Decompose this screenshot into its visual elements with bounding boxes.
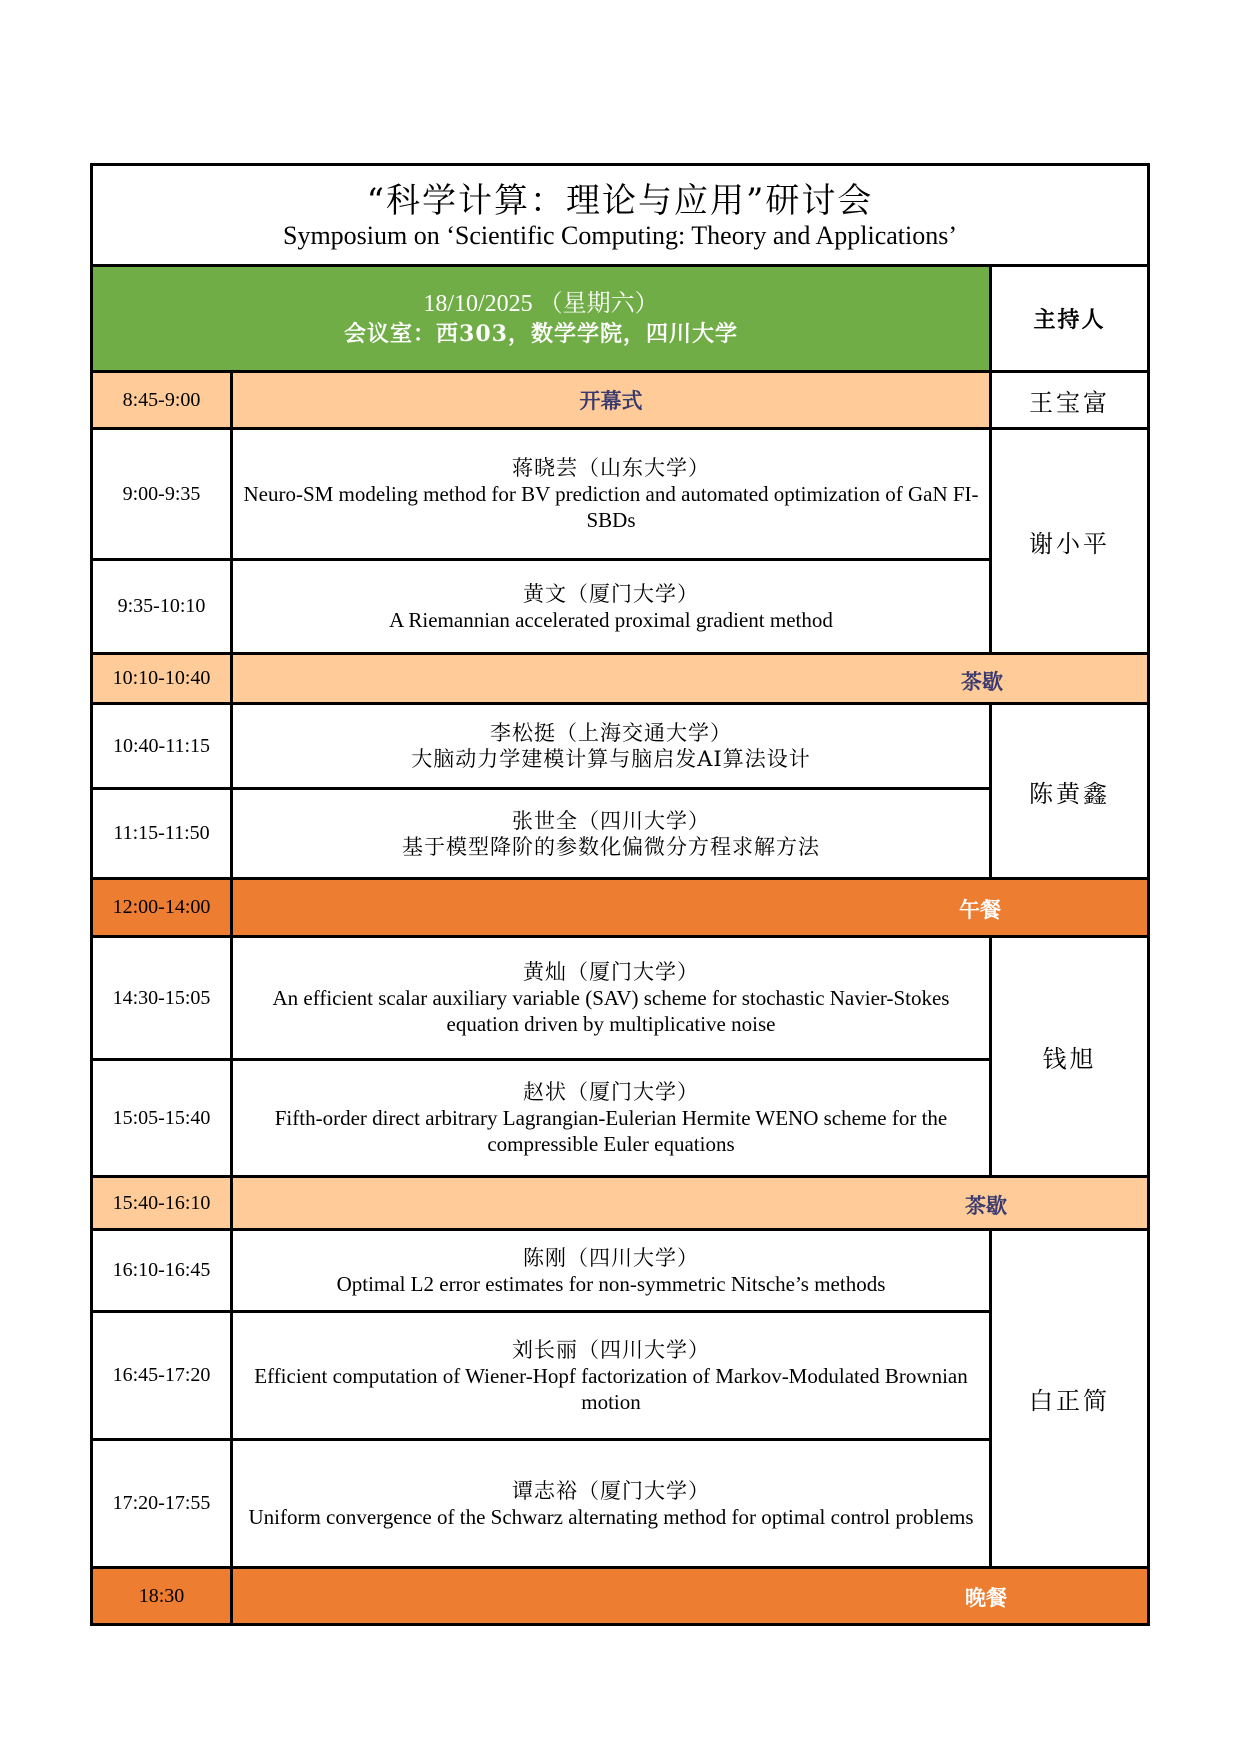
break-label-cell bbox=[233, 655, 1147, 702]
opening-time: 8:45-9:00 bbox=[122, 388, 201, 411]
talk-time-cell bbox=[93, 1231, 230, 1310]
column-divider bbox=[230, 370, 233, 1623]
talk-speaker: 刘长丽（四川大学） bbox=[512, 1337, 710, 1362]
title-block bbox=[93, 166, 1147, 265]
lunch-label: 午餐 bbox=[959, 897, 1001, 922]
talk-time-cell bbox=[93, 790, 230, 877]
opening-label: 开幕式 bbox=[579, 388, 643, 413]
opening-chair: 王宝富 bbox=[1029, 388, 1110, 417]
dinner-time: 18:30 bbox=[138, 1584, 185, 1607]
lunch-label-cell bbox=[233, 880, 1147, 935]
schedule-table bbox=[90, 163, 1150, 1626]
talk-speaker: 黄文（厦门大学） bbox=[523, 581, 699, 606]
break-time: 10:10-10:40 bbox=[112, 667, 211, 689]
talk-title: Neuro-SM modeling method for BV prediction and automated optimization of GaN FI-SBDs bbox=[243, 482, 979, 532]
talk-cell bbox=[233, 1231, 989, 1310]
talk-speaker: 蒋晓芸（山东大学） bbox=[512, 456, 710, 480]
talk-title: An efficient scalar auxiliary variable (SAV) scheme for stochastic Navier-Stokes equation driven by multiplicative noise bbox=[272, 986, 950, 1036]
talk-time-cell bbox=[93, 705, 230, 787]
talk-cell bbox=[233, 430, 989, 558]
talk-speaker: 李松挺（上海交通大学） bbox=[490, 721, 732, 745]
talk-time: 9:35-10:10 bbox=[117, 595, 206, 617]
talk-time-cell bbox=[93, 938, 230, 1058]
column-divider bbox=[989, 1228, 992, 1567]
venue-text: 会议室：西303，数学学院，四川大学 bbox=[344, 320, 738, 347]
talk-time-cell bbox=[93, 430, 230, 558]
session-chair: 钱旭 bbox=[1042, 1045, 1097, 1073]
break-time-cell bbox=[93, 1178, 230, 1228]
talk-cell bbox=[233, 561, 989, 652]
session-chair: 白正简 bbox=[1029, 1387, 1110, 1415]
talk-cell bbox=[233, 705, 989, 787]
date-venue-banner bbox=[93, 267, 989, 370]
chair-header-cell bbox=[992, 267, 1147, 370]
talk-time: 17:20-17:55 bbox=[112, 1492, 211, 1514]
session-chair-cell bbox=[992, 430, 1147, 652]
talk-cell bbox=[233, 1313, 989, 1438]
dinner-label: 晚餐 bbox=[965, 1585, 1007, 1610]
session-chair: 谢小平 bbox=[1029, 529, 1110, 558]
talk-speaker: 张世全（四川大学） bbox=[512, 808, 710, 833]
talk-cell bbox=[233, 1441, 989, 1566]
talk-title: A Riemannian accelerated proximal gradient method bbox=[389, 607, 833, 632]
talk-time-cell bbox=[93, 1313, 230, 1438]
dinner-time-cell bbox=[93, 1569, 230, 1623]
talk-title: Fifth-order direct arbitrary Lagrangian-Eulerian Hermite WENO scheme for the compressible Euler equations bbox=[274, 1106, 948, 1156]
talk-time-cell bbox=[93, 1061, 230, 1175]
talk-time: 9:00-9:35 bbox=[122, 482, 201, 505]
column-divider bbox=[989, 935, 992, 1176]
lunch-time-cell bbox=[93, 880, 230, 935]
break-time-cell bbox=[93, 655, 230, 702]
opening-time-cell bbox=[93, 373, 230, 427]
column-divider bbox=[989, 267, 992, 653]
column-divider bbox=[989, 702, 992, 878]
talk-speaker: 谭志裕（厦门大学） bbox=[512, 1478, 710, 1503]
break-label: 茶歇 bbox=[965, 1193, 1007, 1218]
talk-speaker: 陈刚（四川大学） bbox=[523, 1245, 699, 1270]
talk-time-cell bbox=[93, 561, 230, 652]
talk-title: Uniform convergence of the Schwarz alternating method for optimal control problems bbox=[248, 1504, 974, 1529]
lunch-time: 12:00-14:00 bbox=[112, 896, 211, 918]
talk-title: Efficient computation of Wiener-Hopf factorization of Markov-Modulated Brownian motion bbox=[254, 1363, 968, 1414]
talk-time: 16:45-17:20 bbox=[112, 1364, 211, 1386]
talk-time: 11:15-11:50 bbox=[113, 822, 210, 844]
title-chinese: “科学计算：理论与应用”研讨会 bbox=[366, 180, 874, 221]
break-label-cell bbox=[233, 1178, 1147, 1228]
talk-time: 15:05-15:40 bbox=[112, 1106, 211, 1129]
talk-speaker: 赵状（厦门大学） bbox=[523, 1080, 699, 1104]
talk-time: 16:10-16:45 bbox=[112, 1259, 211, 1281]
talk-cell bbox=[233, 1061, 989, 1175]
session-chair-cell bbox=[992, 705, 1147, 877]
talk-title: Optimal L2 error estimates for non-symmetric Nitsche’s methods bbox=[336, 1271, 886, 1296]
talk-time-cell bbox=[93, 1441, 230, 1566]
session-chair-cell bbox=[992, 938, 1147, 1175]
session-chair-cell bbox=[992, 1231, 1147, 1566]
talk-title: 基于模型降阶的参数化偏微分方程求解方法 bbox=[402, 834, 820, 859]
talk-title: 大脑动力学建模计算与脑启发AI算法设计 bbox=[411, 747, 811, 771]
opening-label-cell bbox=[233, 373, 989, 427]
talk-time: 10:40-11:15 bbox=[112, 734, 211, 757]
talk-cell bbox=[233, 790, 989, 877]
title-english: Symposium on ‘Scientific Computing: Theory and Applications’ bbox=[282, 220, 958, 250]
break-time: 15:40-16:10 bbox=[112, 1191, 211, 1214]
talk-cell bbox=[233, 938, 989, 1058]
talk-time: 14:30-15:05 bbox=[112, 986, 211, 1009]
break-label: 茶歇 bbox=[961, 669, 1003, 694]
talk-speaker: 黄灿（厦门大学） bbox=[523, 960, 699, 984]
dinner-label-cell bbox=[233, 1569, 1147, 1623]
opening-chair-cell bbox=[992, 373, 1147, 427]
chair-header: 主持人 bbox=[1033, 307, 1106, 333]
session-chair: 陈黄鑫 bbox=[1029, 779, 1110, 808]
date-text: 18/10/2025 （星期六） bbox=[423, 290, 659, 317]
